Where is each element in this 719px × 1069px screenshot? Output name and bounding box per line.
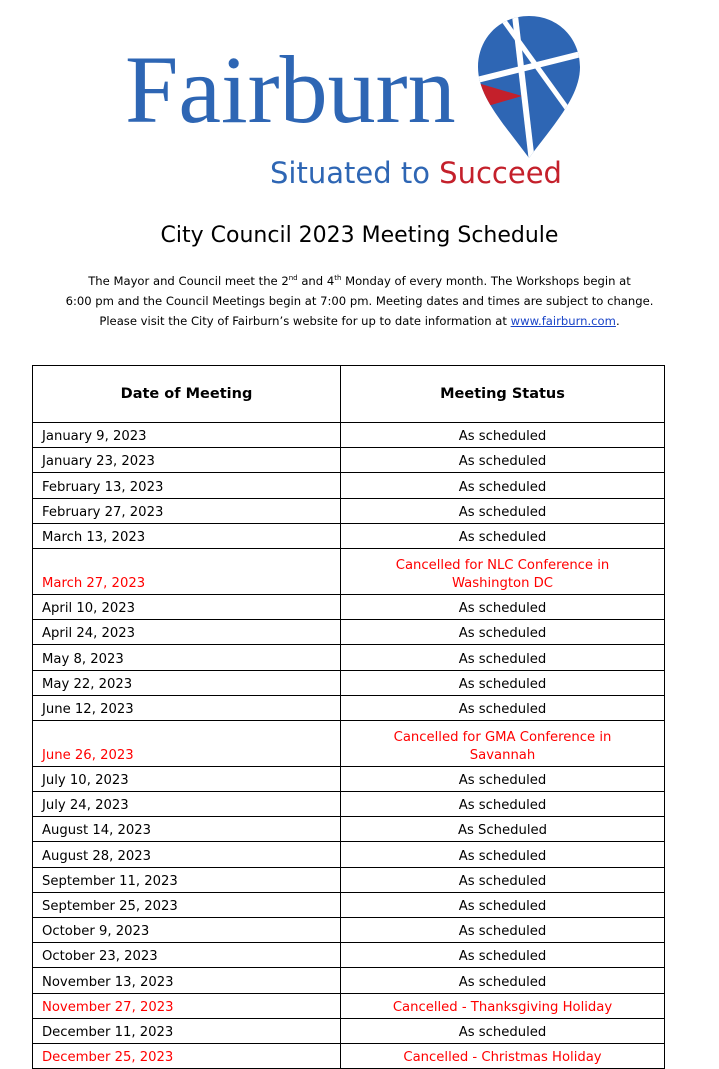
meeting-status-cell: Cancelled - Christmas Holiday xyxy=(341,1043,665,1068)
meeting-status-cell: As scheduled xyxy=(341,695,665,720)
meeting-date-cell: October 9, 2023 xyxy=(33,918,341,943)
meeting-status-cell: As scheduled xyxy=(341,867,665,892)
table-row xyxy=(33,918,665,943)
meeting-date-cell: December 25, 2023 xyxy=(33,1043,341,1068)
meeting-date-cell: May 22, 2023 xyxy=(33,670,341,695)
table-row xyxy=(33,968,665,993)
table-row xyxy=(33,670,665,695)
fairburn-logo xyxy=(0,0,719,205)
meeting-date-cell: January 9, 2023 xyxy=(33,423,341,448)
website-link[interactable]: www.fairburn.com xyxy=(510,314,616,328)
header-date-of-meeting: Date of Meeting xyxy=(33,366,341,423)
intro-text: The Mayor and Council meet the 2 xyxy=(88,274,289,288)
intro-text: and 4 xyxy=(297,274,335,288)
page-title: City Council 2023 Meeting Schedule xyxy=(160,223,559,248)
meeting-status-cell: As scheduled xyxy=(341,423,665,448)
meeting-status-cell: As scheduled xyxy=(341,943,665,968)
table-row xyxy=(33,943,665,968)
meeting-status-cell: Cancelled - Thanksgiving Holiday xyxy=(341,993,665,1018)
meeting-status-cell: As Scheduled xyxy=(341,817,665,842)
table-row xyxy=(33,645,665,670)
meeting-date-cell: September 11, 2023 xyxy=(33,867,341,892)
meeting-date-cell: November 27, 2023 xyxy=(33,993,341,1018)
meeting-status-cell: As scheduled xyxy=(341,473,665,498)
meeting-status-cell: As scheduled xyxy=(341,498,665,523)
meeting-date-cell: February 27, 2023 xyxy=(33,498,341,523)
meeting-date-cell: February 13, 2023 xyxy=(33,473,341,498)
header-meeting-status: Meeting Status xyxy=(341,366,665,423)
meeting-date-cell: September 25, 2023 xyxy=(33,892,341,917)
meeting-status-cell: As scheduled xyxy=(341,620,665,645)
meeting-date-cell: December 11, 2023 xyxy=(33,1018,341,1043)
intro-paragraph xyxy=(20,271,699,331)
intro-line-1 xyxy=(20,271,699,291)
logo-wordmark: Fairburn xyxy=(125,36,456,143)
meeting-status-cell: As scheduled xyxy=(341,918,665,943)
meeting-status-cell: As scheduled xyxy=(341,645,665,670)
status-line: Cancelled for GMA Conference in xyxy=(393,729,612,745)
table-row xyxy=(33,867,665,892)
table-row xyxy=(33,1018,665,1043)
table-row xyxy=(33,695,665,720)
table-row xyxy=(33,594,665,619)
map-pin-icon xyxy=(474,12,584,162)
table-row xyxy=(33,523,665,548)
meeting-schedule-table xyxy=(32,365,665,1069)
meeting-date-cell: March 13, 2023 xyxy=(33,523,341,548)
meeting-status-cell xyxy=(341,548,665,594)
meeting-status-cell xyxy=(341,720,665,766)
tagline-part-1: Situated to xyxy=(270,156,430,190)
meeting-date-cell: July 10, 2023 xyxy=(33,766,341,791)
intro-text: Please visit the City of Fairburn’s website for up to date information at xyxy=(99,314,511,328)
meeting-status-cell: As scheduled xyxy=(341,968,665,993)
meeting-status-cell: As scheduled xyxy=(341,448,665,473)
meeting-status-cell: As scheduled xyxy=(341,766,665,791)
table-row xyxy=(33,766,665,791)
meeting-date-cell: August 28, 2023 xyxy=(33,842,341,867)
meeting-date-cell: April 10, 2023 xyxy=(33,594,341,619)
meeting-date-cell: March 27, 2023 xyxy=(33,548,341,594)
status-line: Savannah xyxy=(469,747,536,763)
status-line: Cancelled for NLC Conference in xyxy=(395,557,610,573)
meeting-date-cell: November 13, 2023 xyxy=(33,968,341,993)
table-row xyxy=(33,993,665,1018)
table-row xyxy=(33,842,665,867)
intro-line-2: 6:00 pm and the Council Meetings begin at 7:00 pm. Meeting dates and times are subject to change. xyxy=(65,294,654,308)
meeting-status-cell: As scheduled xyxy=(341,523,665,548)
intro-line-3 xyxy=(20,311,699,331)
meeting-status-cell: As scheduled xyxy=(341,842,665,867)
table-row xyxy=(33,817,665,842)
meeting-status-cell: As scheduled xyxy=(341,892,665,917)
table-row xyxy=(33,620,665,645)
meeting-status-cell: As scheduled xyxy=(341,670,665,695)
table-body xyxy=(33,423,665,1069)
table-header-row xyxy=(33,366,665,423)
meeting-date-cell: June 26, 2023 xyxy=(33,720,341,766)
table-row xyxy=(33,498,665,523)
intro-text: . xyxy=(615,314,620,328)
tagline-part-2: Succeed xyxy=(439,156,562,190)
meeting-status-cell: As scheduled xyxy=(341,792,665,817)
ordinal-suffix: nd xyxy=(288,274,298,283)
ordinal-suffix: th xyxy=(334,274,342,283)
table-row xyxy=(33,1043,665,1068)
meeting-date-cell: July 24, 2023 xyxy=(33,792,341,817)
table-row xyxy=(33,720,665,766)
table-row xyxy=(33,548,665,594)
meeting-date-cell: June 12, 2023 xyxy=(33,695,341,720)
meeting-date-cell: April 24, 2023 xyxy=(33,620,341,645)
table-row xyxy=(33,448,665,473)
table-row xyxy=(33,473,665,498)
meeting-date-cell: August 14, 2023 xyxy=(33,817,341,842)
table-row xyxy=(33,892,665,917)
intro-text: Monday of every month. The Workshops begin at xyxy=(341,274,631,288)
meeting-date-cell: October 23, 2023 xyxy=(33,943,341,968)
table-row xyxy=(33,792,665,817)
logo-tagline xyxy=(270,156,562,190)
table-row xyxy=(33,423,665,448)
meeting-status-cell: As scheduled xyxy=(341,1018,665,1043)
status-line: Washington DC xyxy=(451,575,554,591)
meeting-date-cell: May 8, 2023 xyxy=(33,645,341,670)
meeting-date-cell: January 23, 2023 xyxy=(33,448,341,473)
meeting-status-cell: As scheduled xyxy=(341,594,665,619)
